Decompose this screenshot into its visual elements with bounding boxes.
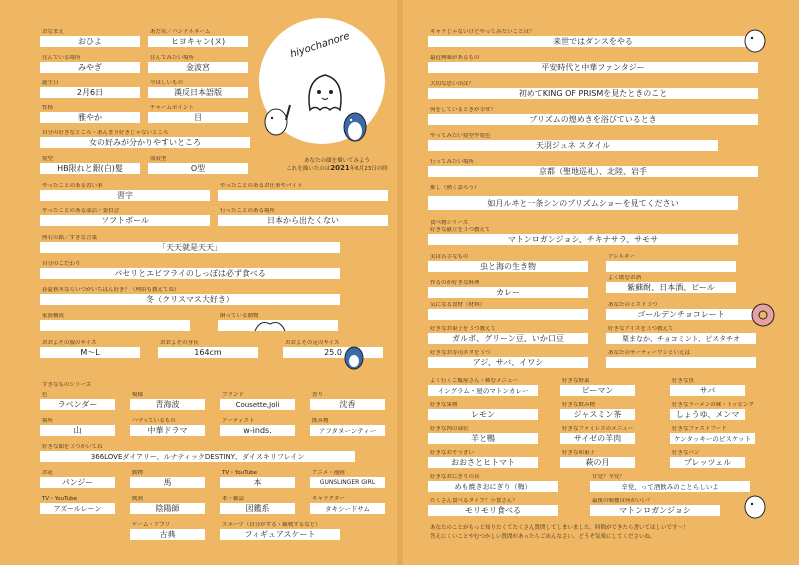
blood-value: O型 — [190, 164, 206, 173]
anime-box[interactable] — [310, 477, 385, 488]
page-title: hiyochanore — [288, 30, 352, 61]
happy-label: 何をしているときが幸せ？ — [430, 107, 497, 113]
caption-year: 2021 — [330, 164, 350, 172]
artist-box[interactable] — [220, 425, 295, 436]
place-label: 場所 — [42, 418, 54, 424]
oshi-value: 如月ルヰと一条シンのプリズムショーを見てください — [487, 198, 679, 208]
places-been-value: 日本から出たくない — [267, 216, 339, 225]
fruit-value: サバ — [699, 386, 716, 395]
charm-point-box[interactable] — [148, 112, 248, 123]
drinks-box[interactable] — [606, 282, 736, 293]
sweets-value: 萩の月 — [585, 458, 610, 467]
fav-food-box[interactable] — [428, 234, 738, 245]
oshi-label: 推し（熱く語ろう） — [430, 185, 480, 191]
season-label: 春夏秋冬ならいつがいちばん好き？（理由も教えてね） — [42, 287, 180, 293]
shoe-size-value: 25.0 — [324, 348, 342, 357]
food-series-header: 食べ物シリーズ — [430, 220, 469, 226]
fruit-label: 好きな魚 — [672, 378, 695, 384]
commitment-label: 自分のこだわり — [42, 261, 81, 267]
family-label: 家族構成 — [42, 313, 65, 319]
animal-value: 馬 — [163, 478, 172, 487]
penguin-small-icon — [340, 343, 368, 371]
oshi-box[interactable] — [428, 196, 738, 210]
tv-value: アズールレーン — [53, 504, 102, 513]
songs-value: 366LOVEダイアリー、ルナティックDESTINY、ダイスキリフレイン — [90, 452, 305, 461]
kinds-value: おおさとヒトマト — [451, 458, 515, 467]
shoe-size-box[interactable] — [283, 347, 383, 358]
fastfood-value: ケンタッキーのビスケット — [673, 435, 752, 443]
tea-box[interactable] — [560, 409, 635, 420]
mister-value: ゴールデンチョコレート — [637, 310, 725, 319]
interest-value: 平安時代と中華ファンタジー — [541, 63, 645, 72]
movie-label: 映画 — [132, 496, 144, 502]
personality-box[interactable] — [40, 112, 140, 123]
motto-value: 「天天就是天天」 — [158, 243, 222, 252]
interest-box[interactable] — [428, 62, 758, 73]
eat-type-value: モリモリ食べる — [465, 506, 521, 515]
hobby-thing-box[interactable] — [130, 425, 205, 436]
fav-fruit-value: レモン — [471, 410, 495, 419]
snack-box[interactable] — [428, 333, 588, 344]
fav-rice-label: 好きなおにぎりの具 — [430, 474, 480, 480]
flower-label: お花 — [42, 470, 54, 476]
sweets-label: 好きな和菓子 — [562, 450, 596, 456]
meat-value: 羊と鴨 — [471, 434, 495, 443]
dance-box[interactable] — [428, 36, 758, 47]
lessons-value: 習字 — [117, 191, 133, 200]
last-meal-value: マトンロガンジョシ — [619, 506, 691, 515]
eat-type-box[interactable] — [428, 505, 558, 516]
tv-label: TV・YouTube — [42, 496, 77, 502]
pet-label: 飼っている動物 — [220, 313, 259, 319]
fastfood-box[interactable] — [670, 433, 755, 444]
caption-line1: あなたの顔を描いてみよう — [303, 158, 370, 164]
drink-box[interactable] — [310, 425, 385, 436]
fav-fruit-label: 好きな果物 — [430, 402, 458, 408]
eat-type-label: たくさん食べるタイプ？小食さん？ — [430, 498, 518, 504]
club-box[interactable] — [40, 215, 210, 226]
dance-label: キャラじゃないけどやってみたいことは？ — [430, 29, 535, 35]
famires-value: サイゼの羊肉 — [573, 434, 622, 443]
oneturn-label: あなたのサーティーワンといえば — [608, 350, 691, 356]
club-label: やったことのある部活・委員会 — [42, 208, 120, 214]
donut-icon — [748, 300, 778, 330]
blood-box[interactable] — [148, 163, 248, 174]
words-value: 本 — [253, 478, 262, 487]
style-label: やってみたい髪型や髪色 — [430, 133, 491, 139]
caption-date: 年6月23日の時 — [349, 166, 388, 172]
game-value: 古典 — [159, 530, 176, 539]
icecream-value: 栗まなか、チョコミント、ピスタチオ — [621, 334, 741, 343]
birthday-value: 2月6日 — [76, 88, 104, 97]
sports-value: フィギュアスケート — [244, 530, 316, 539]
fish-value: アジ、サバ、イワシ — [472, 358, 544, 367]
menu-value: イングラム・屋のマトンカレー — [437, 387, 529, 395]
bread-value: プレッツェル — [683, 458, 732, 467]
caption-prefix: これを描いたのは — [286, 166, 331, 172]
charm-point-value: 目 — [194, 113, 202, 122]
brand-value: Cousette,Joli — [235, 400, 280, 409]
bread-box[interactable] — [670, 457, 745, 468]
anime-label: アニメ・漫画 — [312, 470, 345, 476]
likes-unknown-label: 自分の好きなところ・あんまり好きじゃないところ — [42, 130, 169, 136]
hate-box[interactable] — [428, 261, 588, 272]
mister-box[interactable] — [606, 309, 756, 320]
memory-box[interactable] — [428, 88, 758, 99]
parttime-box[interactable] — [218, 190, 388, 201]
pattern-label: 模様 — [132, 392, 144, 398]
clothes-size-label: おおよその服のサイズ — [42, 340, 97, 346]
pattern-value: 青海波 — [155, 400, 180, 409]
game-label: ゲーム・アプリ — [132, 522, 171, 528]
anime-value: GUNSLINGER GIRL — [319, 479, 376, 486]
season-value: 冬（クリスマス大好き） — [146, 295, 234, 304]
curry-box[interactable] — [428, 287, 588, 298]
scent-label: 香り — [312, 392, 324, 398]
tv-box[interactable] — [40, 503, 115, 514]
sports-label: スポーツ（自分がする・観戦するなど） — [222, 522, 321, 528]
happy-value: プリズムの煌めきを浴びているとき — [529, 115, 657, 124]
artist-value: w-inds. — [243, 426, 272, 435]
residence-label: 住んでいる場所 — [42, 55, 81, 61]
fav-fruit-box[interactable] — [428, 409, 538, 420]
nickname-box[interactable] — [40, 36, 140, 47]
hair-box[interactable] — [40, 163, 140, 174]
curry-label: 作るのが好きな料理 — [430, 280, 480, 286]
place-value: 山 — [73, 426, 82, 435]
page-fold — [397, 0, 403, 565]
pattern-box[interactable] — [130, 399, 205, 410]
words-box[interactable] — [220, 477, 295, 488]
character-box[interactable] — [310, 503, 385, 514]
sports-box[interactable] — [220, 529, 340, 540]
brand-label: ブランド — [222, 392, 245, 398]
meat-box[interactable] — [428, 433, 538, 444]
meat-label: 好きな肉の部位 — [430, 426, 469, 432]
drink-label: 飲み物 — [312, 418, 329, 424]
memory-value: 初めてKING OF PRISMを見たときのこと — [518, 89, 668, 98]
bird-with-bowl-icon — [740, 490, 770, 520]
footer-note-2: 答えにくいことやむつかしい質問があったらごめんなさい。どうぞ気楽にしてくださいね。 — [430, 534, 656, 540]
want-live-box[interactable] — [148, 62, 248, 73]
flower-box[interactable] — [40, 477, 115, 488]
fruit-box[interactable] — [670, 385, 745, 396]
personality-label: 性格 — [42, 105, 54, 111]
trip-label: 行ってみたい場所 — [430, 159, 475, 165]
animal-box[interactable] — [130, 477, 205, 488]
famires-box[interactable] — [560, 433, 635, 444]
magazine-label: 本・雑誌 — [222, 496, 245, 502]
dance-value: 来世ではダンスをやる — [553, 37, 633, 46]
nickname-label: おなまえ — [42, 29, 65, 35]
style-value: 天羽ジュネ スタイル — [535, 141, 611, 150]
hair-label: 髪型 — [42, 156, 54, 162]
residence-box[interactable] — [40, 62, 140, 73]
fav-food-value: マトンロガンジョシ、チキナサラ、サモサ — [507, 235, 659, 244]
motto-label: 座右の銘／すきな言葉 — [42, 235, 98, 241]
character-label: キャラクター — [312, 496, 345, 502]
oneturn-box[interactable] — [606, 357, 756, 368]
likes-unknown-value: 女の好みが分かりやすいところ — [89, 138, 201, 147]
portrait-caption — [272, 158, 402, 173]
words-label: TV・YouTube — [222, 470, 257, 476]
vegetable-box[interactable] — [560, 385, 635, 396]
want-live-value: 金波宮 — [186, 63, 210, 72]
club-value: ソフトボール — [101, 216, 149, 225]
icecream-box[interactable] — [606, 333, 756, 344]
birthday-box[interactable] — [40, 87, 140, 98]
want-power-label: 今ほしいもの — [150, 80, 184, 86]
spice-box[interactable] — [428, 309, 588, 320]
kinds-label: 好きなおそうざい — [430, 450, 475, 456]
snack-value: ガルボ、グリーン豆、いか口豆 — [452, 334, 564, 343]
series-header: すきなものシリーズ — [42, 382, 92, 388]
hobby-thing-label: ハマっているもの — [132, 418, 176, 424]
want-live-label: 住んでみたい場所 — [150, 55, 195, 61]
clothes-size-box[interactable] — [40, 347, 140, 358]
lessons-label: やったことのある習い事 — [42, 183, 103, 189]
handle-value: ヒヨキャン(ヌ) — [170, 37, 226, 46]
animal-label: 動物 — [132, 470, 144, 476]
commitment-box[interactable] — [40, 268, 340, 279]
character-value: タキシードサム — [324, 505, 371, 513]
sweet-spicy-label: 甘党？辛党？ — [592, 474, 626, 480]
songs-label: 好きな曲を３つかいてね — [42, 444, 103, 450]
hobby-thing-value: 中華ドラマ — [147, 426, 188, 435]
cat-doodle-icon — [250, 316, 290, 336]
snack-label: 好きなお菓子を３つ教えて — [430, 326, 497, 332]
famires-label: 好きなファミレスのメニュー — [562, 426, 634, 432]
fav-food-label: 好きな献立を３つ教えて — [430, 227, 491, 233]
sweet-spicy-value: 辛党、って酒飲みのことらしいよ — [621, 483, 719, 491]
last-meal-label: 最後の晩餐は何がいい？ — [592, 498, 653, 504]
birthday-label: 誕生日 — [42, 80, 59, 86]
bird-with-pen-icon — [262, 100, 292, 140]
vegetable-label: 好きな野菜 — [562, 378, 590, 384]
fastfood-label: 好きなファストフード — [672, 426, 727, 432]
footer-note-1: あなたのことがもっと知りたくてたくさん質問してしまいました。時間ができたら書いてほしいです〜！ — [430, 525, 689, 531]
style-box[interactable] — [428, 140, 718, 151]
spice-label: 気になる食材（材料） — [430, 302, 486, 308]
season-box[interactable] — [40, 294, 340, 305]
drinks-label: よく飲むお酒 — [608, 275, 642, 281]
family-box[interactable] — [40, 320, 190, 331]
brand-box[interactable] — [220, 399, 295, 410]
shoe-size-label: おおよその足のサイズ — [285, 340, 340, 346]
menu-box[interactable] — [428, 385, 538, 396]
personality-value: 雅やか — [78, 113, 102, 122]
parttime-label: やったことのあるお仕事やバイト — [220, 183, 303, 189]
want-power-box[interactable] — [148, 87, 248, 98]
scent-box[interactable] — [310, 399, 385, 410]
penguin-icon — [340, 105, 370, 145]
bird-icon — [740, 24, 770, 54]
places-been-box[interactable] — [218, 215, 388, 226]
happy-box[interactable] — [428, 114, 758, 125]
movie-value: 陰陽師 — [155, 504, 180, 513]
last-meal-box[interactable] — [590, 505, 720, 516]
color-label: 色 — [42, 392, 48, 398]
handle-label: あだ名／ハンドルネーム — [150, 29, 211, 35]
mister-label: あなたのミスド３つ — [608, 302, 658, 308]
fav-rice-value: めも焼きおにぎり（梅） — [454, 482, 532, 491]
flower-value: パンジー — [61, 478, 94, 487]
trip-value: 京都（聖地巡礼）、北陸、岩手 — [539, 167, 647, 176]
height-label: おおよその身長 — [160, 340, 199, 346]
tea-value: ジャスミン茶 — [573, 410, 622, 419]
want-power-value: 漢反日本語版 — [174, 88, 222, 97]
magazine-box[interactable] — [220, 503, 295, 514]
charm-point-label: チャームポイント — [150, 105, 194, 111]
allergy-label: アレルギー — [608, 254, 636, 260]
kinds-box[interactable] — [428, 457, 538, 468]
trip-box[interactable] — [428, 166, 758, 177]
movie-box[interactable] — [130, 503, 205, 514]
color-box[interactable] — [40, 399, 115, 410]
color-value: ラベンダー — [57, 400, 98, 409]
hate-value: 虫と海の生き物 — [480, 262, 536, 271]
height-box[interactable] — [158, 347, 258, 358]
hate-label: 実は苦手なもの — [430, 254, 469, 260]
topping-value: しょうゆ、メンマ — [675, 410, 740, 419]
residence-value: みやぎ — [78, 63, 102, 72]
height-value: 164cm — [194, 348, 222, 357]
hair-value: HB限れと銀(白)髪 — [57, 164, 123, 173]
songs-box[interactable] — [40, 451, 355, 462]
drinks-value: 紫蘇酎、日本酒、ビール — [627, 283, 715, 292]
game-box[interactable] — [130, 529, 205, 540]
icecream-label: 好きなアイスを３つ教えて — [608, 326, 674, 332]
tea-label: 好きな飲み物 — [562, 402, 596, 408]
artist-label: アーティスト — [222, 418, 255, 424]
allergy-box[interactable] — [606, 261, 736, 272]
handle-box[interactable] — [148, 36, 248, 47]
clothes-size-value: M～L — [80, 348, 100, 357]
memory-label: 大切な思い出は？ — [430, 81, 475, 87]
nickname-value: おひよ — [78, 37, 102, 46]
magazine-value: 図鑑系 — [245, 504, 270, 513]
menu-label: よく行くご飯屋さん・頼むメニュー — [430, 378, 519, 384]
fish-label: 好きなお寿司ネタを３つ — [430, 350, 491, 356]
places-been-label: 行ったことのある場所 — [220, 208, 276, 214]
blood-label: 血液型 — [150, 156, 167, 162]
fav-rice-box[interactable] — [428, 481, 558, 492]
curry-value: カレー — [496, 288, 520, 297]
motto-box[interactable] — [40, 242, 340, 253]
fish-box[interactable] — [428, 357, 588, 368]
sweet-spicy-box[interactable] — [590, 481, 750, 492]
scent-value: 沈香 — [339, 400, 356, 409]
commitment-value: パセリとエビフライのしっぽは必ず食べる — [114, 269, 266, 278]
vegetable-value: ピーマン — [581, 386, 614, 395]
lessons-box[interactable] — [40, 190, 210, 201]
likes-unknown-box[interactable] — [40, 137, 250, 148]
drink-value: アフタヌーンティー — [318, 427, 377, 435]
place-box[interactable] — [40, 425, 115, 436]
bread-label: 好きなパン — [672, 450, 700, 456]
topping-box[interactable] — [670, 409, 745, 420]
interest-label: 最近興味があるもの — [430, 55, 480, 61]
sweets-box[interactable] — [560, 457, 635, 468]
topping-label: 好きなラーメンの味・トッピング — [672, 402, 754, 408]
